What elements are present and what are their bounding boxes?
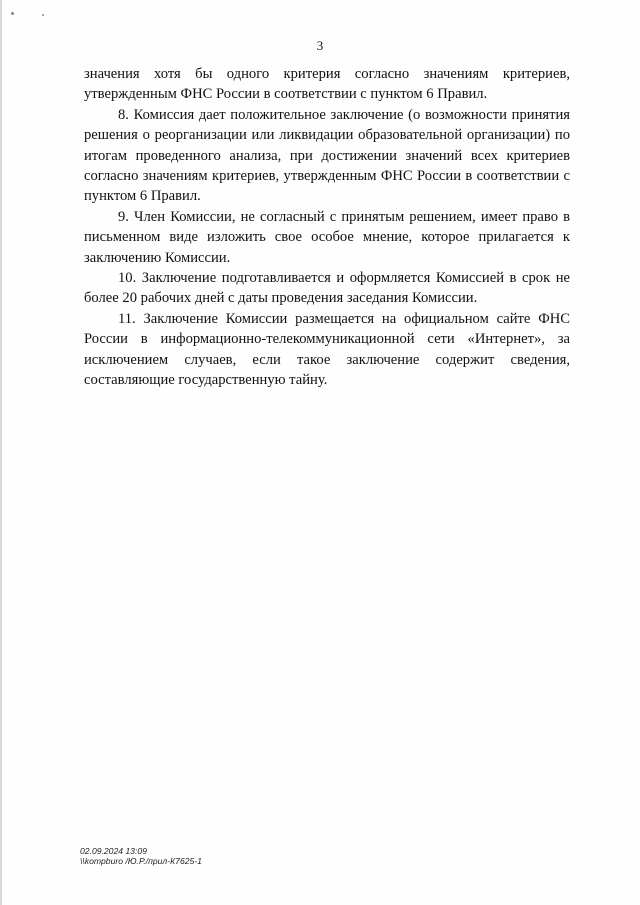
paragraph-9: 9. Член Комиссии, не согласный с принятым решением, имеет право в письменном виде изложить свое особое мнение, которое прилагается к заключению Комиссии. (84, 208, 570, 266)
scan-speck (11, 12, 14, 15)
paragraph-10: 10. Заключение подготавливается и оформляется Комиссией в срок не более 20 рабочих дней с даты проведения заседания Комиссии. (84, 270, 570, 307)
scan-edge (0, 0, 2, 905)
paragraph-8: 8. Комиссия дает положительное заключение (о возможности принятия решения о реорганизации или ликвидации образовательной организации) по итогам проведенного анализа, при достижении значений всех критериев согласно значениям критериев, утвержденным ФНС России в соответствии с пунктом 6 Правил. (84, 106, 570, 205)
document-body (84, 64, 570, 391)
paragraph-11: 11. Заключение Комиссии размещается на официальном сайте ФНС России в информационно-телекоммуникационной сети «Интернет», за исключением случаев, если такое заключение содержит сведения, составляющие государственную тайну. (84, 310, 570, 389)
document-footer (80, 846, 202, 866)
footer-reference: \\kompburo /Ю.Р./прил-К7625-1 (80, 856, 202, 866)
footer-timestamp: 02.09.2024 13:09 (80, 846, 147, 856)
scan-speck (42, 14, 44, 16)
paragraph-continuation: значения хотя бы одного критерия согласно значениям критериев, утвержденным ФНС России в соответствии с пунктом 6 Правил. (84, 66, 570, 103)
page-number: 3 (316, 38, 324, 53)
